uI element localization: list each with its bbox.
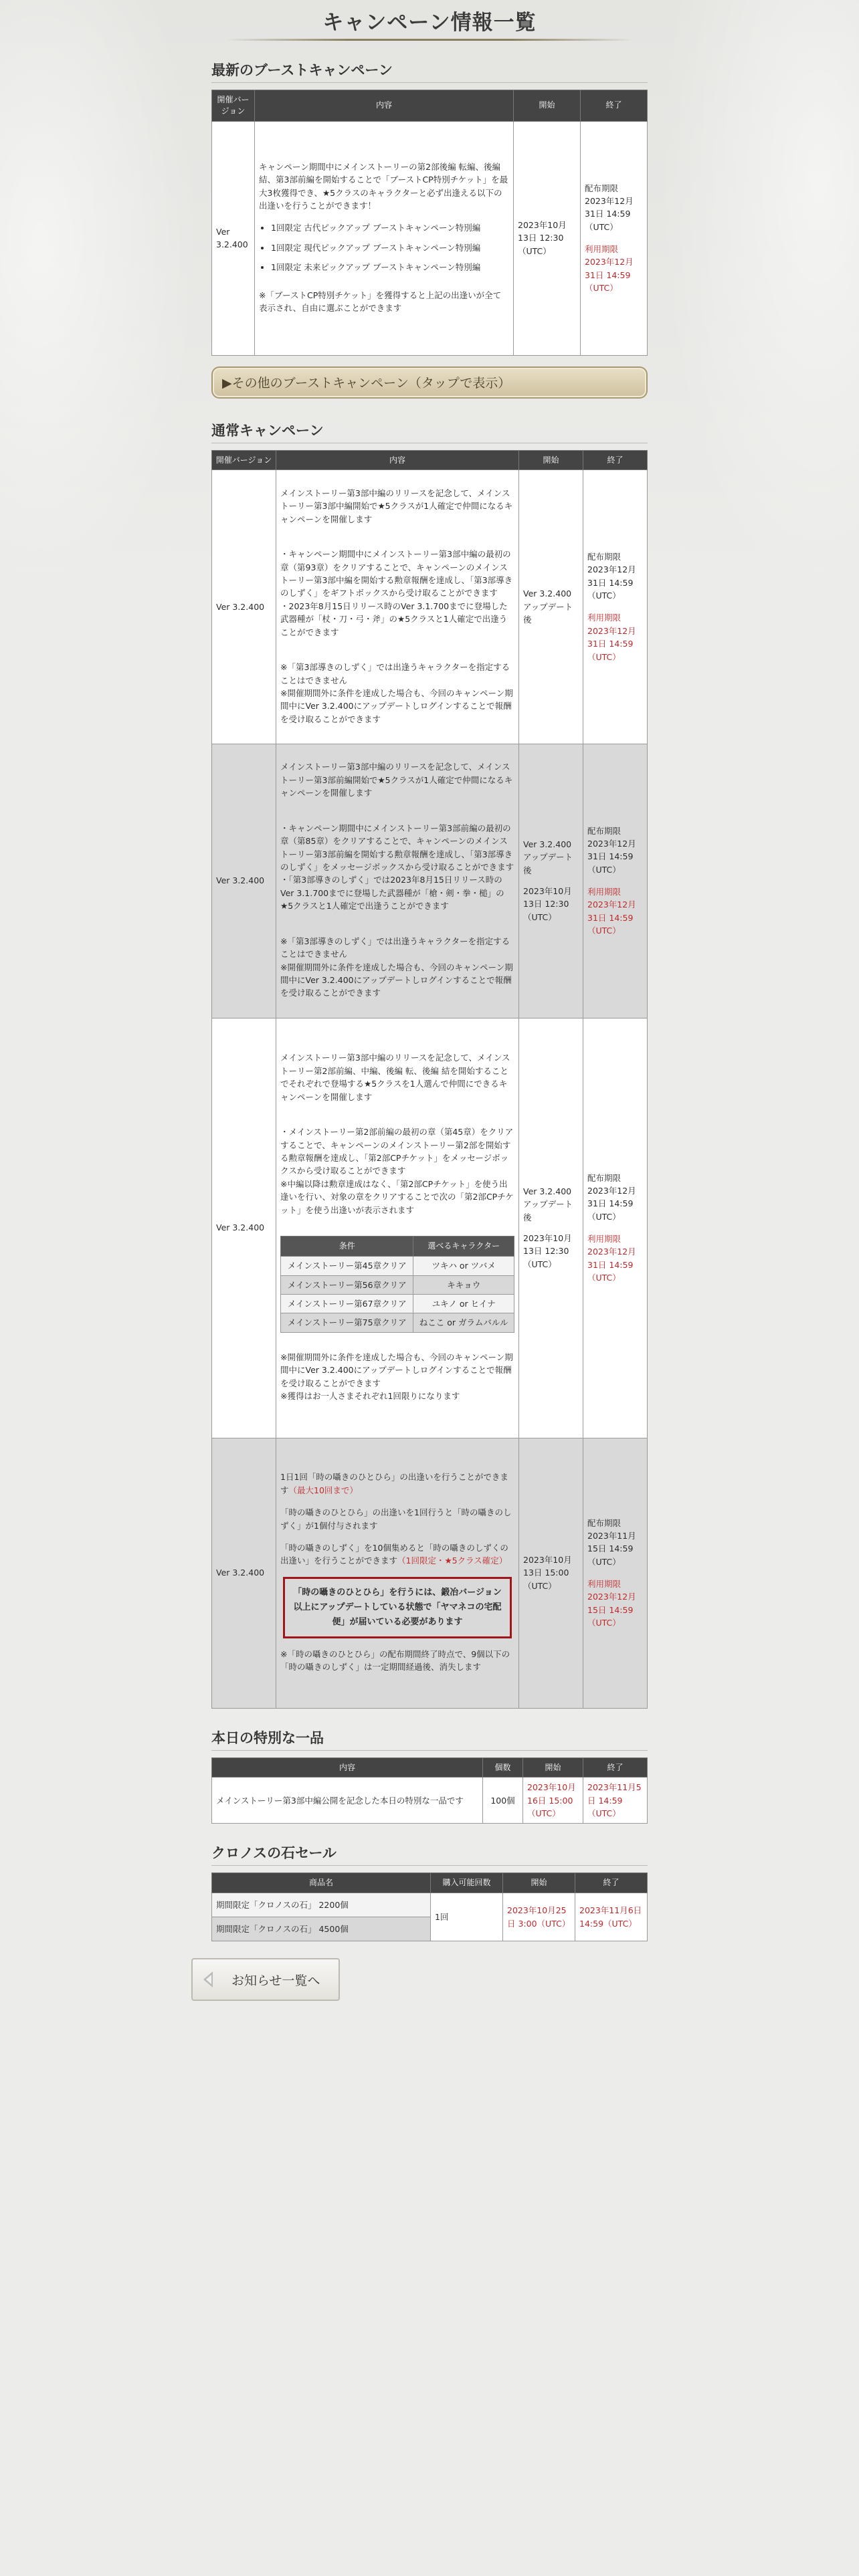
character-cell: ねここ or ガラムバルル — [413, 1313, 514, 1332]
col-product: 商品名 — [212, 1873, 431, 1893]
character-cell: ツキハ or ツバメ — [413, 1257, 514, 1275]
product-cell: 期間限定「クロノスの石」 2200個 — [212, 1893, 431, 1917]
col-limit: 購入可能回数 — [431, 1873, 503, 1893]
col-content: 内容 — [255, 90, 514, 122]
col-start: 開始 — [519, 450, 583, 470]
special-heading: 本日の特別な一品 — [211, 1727, 648, 1751]
table-row — [281, 1275, 514, 1294]
col-version: 開催バージョン — [212, 90, 255, 122]
version-cell: Ver 3.2.400 — [212, 470, 276, 744]
col-start: 開始 — [503, 1873, 575, 1893]
table-row — [212, 744, 648, 1018]
content-cell — [276, 1018, 519, 1438]
paragraph: メインストーリー第3部中編のリリースを記念して、メインストーリー第3部中編開始で★5クラスが1人確定で仲間になるキャンペーンを開催します — [280, 488, 513, 524]
main-content — [211, 0, 648, 1941]
condition-cell: メインストーリー第56章クリア — [281, 1275, 413, 1294]
col-content: 内容 — [212, 1757, 483, 1778]
dist-date: 2023年12月31日 14:59（UTC） — [587, 564, 636, 601]
paragraph: ・メインストーリー第2部前編の最初の章（第45章）をクリアすることで、キャンペーンのメインストーリー第2部を開始する勲章報酬を達成し、「第2部CPチケット」をメッセージボックスから受け取ることができます ※中編以降は勲章達成はなく、「第2部CPチケット」を使う出逢いを行い、対象の章をクリアすることで次の「第2部CPチケット」を使う出逢いが表示されます — [280, 1127, 514, 1215]
col-end: 終了 — [575, 1873, 648, 1893]
text: 1日1回「時の囁きのひとひら」の出逢いを行うことができます — [280, 1472, 508, 1495]
table-row — [281, 1257, 514, 1275]
start-cell: 2023年10月13日 12:30（UTC） — [514, 121, 581, 355]
content-cell — [255, 121, 514, 355]
list-item: • 1回限定 未来ピックアップ ブーストキャンペーン特別編 — [271, 261, 509, 274]
col-version: 開催バージョン — [212, 450, 276, 470]
title-divider — [225, 39, 634, 41]
start-text: Ver 3.2.400アップデート後 — [523, 1186, 573, 1222]
version-cell: Ver 3.2.400 — [212, 1438, 276, 1708]
paragraph: ・キャンペーン期間中にメインストーリー第3部前編の最初の章（第85章）をクリアすることで、キャンペーンのメインストーリー第3部前編を開始する勲章報酬を達成し、「第3部導きのしずく」をメッセージボックスから受け取ることができます ・「第3部導きのしずく」では2023年8月15日リリース時のVer 3.1.700までに登場した武器種が「槍・剣・拳・槌」の★5クラスと1人確定で出逢うことができます — [280, 823, 514, 911]
version-cell: Ver 3.2.400 — [212, 744, 276, 1018]
use-date: 2023年12月31日 14:59（UTC） — [587, 625, 636, 662]
end-cell — [583, 1018, 648, 1438]
back-to-news-button[interactable] — [191, 1958, 340, 2001]
col-start: 開始 — [514, 90, 581, 122]
version-cell: Ver 3.2.400 — [212, 121, 255, 355]
use-date: 2023年12月31日 14:59（UTC） — [587, 1247, 636, 1283]
table-row — [281, 1294, 514, 1313]
table-row — [212, 121, 648, 355]
paragraph: ※「第3部導きのしずく」では出逢うキャラクターを指定することはできません ※開催期間外に条件を達成した場合も、今回のキャンペーン期間中にVer 3.2.400にアップデートしログインすることで報酬を受け取ることができます — [280, 936, 513, 998]
normal-heading: 通常キャンペーン — [211, 420, 648, 443]
back-button-label: お知らせ一覧へ — [231, 1973, 320, 1988]
use-date: 2023年12月31日 14:59（UTC） — [585, 257, 634, 294]
start-text: Ver 3.2.400アップデート後 — [523, 839, 573, 875]
limit-cell: 1回 — [431, 1893, 503, 1941]
paragraph: メインストーリー第3部中編のリリースを記念して、メインストーリー第3部前編開始で★5クラスが1人確定で仲間になるキャンペーンを開催します — [280, 762, 513, 798]
end-cell: 2023年11月6日 14:59（UTC） — [575, 1893, 648, 1941]
notice-box: 「時の囁きのひとひら」を行うには、鍛冶バージョン以上にアップデートしている状態で「ヤマネコの宅配便」が届いている必要があります — [283, 1577, 512, 1638]
content-cell: メインストーリー第3部中編公開を記念した本日の特別な一品です — [212, 1778, 483, 1824]
content-cell — [276, 1438, 519, 1708]
use-label: 利用期限 — [585, 244, 619, 255]
start-cell: 2023年10月16日 15:00（UTC） — [523, 1778, 583, 1824]
paragraph — [280, 1471, 514, 1497]
start-cell — [519, 1018, 583, 1438]
content-cell — [276, 744, 519, 1018]
list-item: • 1回限定 古代ピックアップ ブーストキャンペーン特別編 — [271, 221, 509, 234]
list-item: • 1回限定 現代ピックアップ ブーストキャンペーン特別編 — [271, 241, 509, 254]
table-row — [212, 470, 648, 744]
character-cell: ユキノ or ヒイナ — [413, 1294, 514, 1313]
end-cell — [583, 470, 648, 744]
dist-label: 配布期限 — [587, 1517, 622, 1528]
col-count: 個数 — [483, 1757, 523, 1778]
table-row — [212, 1018, 648, 1438]
dist-label: 配布期限 — [587, 551, 622, 562]
table-row — [212, 1778, 648, 1824]
end-cell — [583, 744, 648, 1018]
paragraph: ・キャンペーン期間中にメインストーリー第3部中編の最初の章（第93章）をクリアすることで、キャンペーンのメインストーリー第3部中編を開始する勲章報酬を達成し、「第3部導きのしずく」をギフトボックスから受け取ることができます ・2023年8月15日リリース時のVer 3.1.700までに登場した武器種が「杖・刀・弓・斧」の★5クラスと1人確定で出逢うことができます — [280, 549, 513, 637]
use-label: 利用期限 — [587, 1579, 622, 1590]
col-condition: 条件 — [281, 1237, 413, 1257]
use-label: 利用期限 — [587, 613, 622, 623]
condition-cell: メインストーリー第67章クリア — [281, 1294, 413, 1313]
product-cell: 期間限定「クロノスの石」 4500個 — [212, 1917, 431, 1941]
paragraph: ※「時の囁きのひとひら」の配布期間終了時点で、9個以下の「時の囁きのしずく」は一定期間経過後、消失します — [280, 1648, 510, 1673]
paragraph: 「時の囁きのひとひら」の出逢いを1回行うと「時の囁きのしずく」が1個付与されます — [280, 1507, 512, 1531]
end-cell — [581, 121, 648, 355]
use-date: 2023年12月15日 14:59（UTC） — [587, 1592, 636, 1628]
col-end: 終了 — [583, 450, 648, 470]
use-label: 利用期限 — [587, 1234, 622, 1245]
paragraph: メインストーリー第3部中編のリリースを記念して、メインストーリー第2部前編、中編、後編 転、後編 結を開始することでそれぞれで登場する★5クラスを1人選んで仲間にできるキャンペーンを開催します — [280, 1053, 510, 1102]
start-cell: Ver 3.2.400アップデート後 — [519, 470, 583, 744]
start-cell: 2023年10月25日 3:00（UTC） — [503, 1893, 575, 1941]
start-date: 2023年10月13日 12:30（UTC） — [523, 886, 572, 922]
other-boost-toggle[interactable]: ▶その他のブーストキャンペーン（タップで表示） — [211, 366, 648, 399]
condition-cell: メインストーリー第75章クリア — [281, 1313, 413, 1332]
col-end: 終了 — [581, 90, 648, 122]
dist-label: 配布期限 — [587, 825, 622, 836]
end-cell: 2023年11月5日 14:59（UTC） — [583, 1778, 648, 1824]
dist-date: 2023年11月15日 14:59（UTC） — [587, 1530, 636, 1567]
col-character: 選べるキャラクター — [413, 1237, 514, 1257]
table-row — [212, 1893, 648, 1917]
boost-heading: 最新のブーストキャンペーン — [211, 60, 648, 83]
dist-label: 配布期限 — [587, 1172, 622, 1183]
end-cell — [583, 1438, 648, 1708]
dist-date: 2023年12月31日 14:59（UTC） — [585, 195, 634, 232]
dist-date: 2023年12月31日 14:59（UTC） — [587, 838, 636, 875]
back-arrow-icon — [201, 1966, 218, 1993]
start-cell — [519, 744, 583, 1018]
dist-date: 2023年12月31日 14:59（UTC） — [587, 1185, 636, 1222]
page-title: キャンペーン情報一覧 — [322, 11, 537, 35]
text: 「時の囁きのしずく」を10個集めると「時の囁きのしずくの出逢い」を行うことができます — [280, 1542, 508, 1566]
start-cell: 2023年10月13日 15:00（UTC） — [519, 1438, 583, 1708]
version-cell: Ver 3.2.400 — [212, 1018, 276, 1438]
condition-cell: メインストーリー第45章クリア — [281, 1257, 413, 1275]
start-date: 2023年10月13日 12:30（UTC） — [523, 1233, 572, 1269]
boost-table — [211, 90, 648, 356]
col-content: 内容 — [276, 450, 519, 470]
table-row — [212, 1438, 648, 1708]
chronos-heading: クロノスの石セール — [211, 1842, 648, 1866]
use-date: 2023年12月31日 14:59（UTC） — [587, 899, 636, 936]
boost-note: ※「ブーストCP特別チケット」を獲得すると上記の出逢いが全て表示され、自由に選ぶことができます — [259, 290, 502, 313]
chronos-table — [211, 1872, 648, 1941]
paragraph: ※「第3部導きのしずく」では出逢うキャラクターを指定することはできません ※開催期間外に条件を達成した場合も、今回のキャンペーン期間中にVer 3.2.400にアップデートしログインすることで報酬を受け取ることができます — [280, 662, 513, 724]
use-label: 利用期限 — [587, 887, 622, 897]
highlight-text: （1回限定・★5クラス確定） — [397, 1555, 508, 1566]
count-cell: 100個 — [483, 1778, 523, 1824]
table-row — [281, 1313, 514, 1332]
col-end: 終了 — [583, 1757, 648, 1778]
content-cell — [276, 470, 519, 744]
paragraph: ※開催期間外に条件を達成した場合も、今回のキャンペーン期間中にVer 3.2.400にアップデートしログインすることで報酬を受け取ることができます ※獲得はお一人さまそれぞれ1回限りになります — [280, 1352, 513, 1402]
normal-table — [211, 450, 648, 1709]
character-cell: キキョウ — [413, 1275, 514, 1294]
character-table — [280, 1236, 514, 1332]
boost-list — [271, 221, 509, 274]
paragraph — [280, 1541, 514, 1568]
dist-label: 配布期限 — [585, 183, 619, 193]
highlight-text: （最大10回まで） — [288, 1485, 358, 1495]
boost-intro: キャンペーン期間中にメインストーリーの第2部後編 転編、後編 結、第3部前編を開始することで「ブーストCP特別チケット」を最大3枚獲得でき、★5クラスのキャラクターと必ず出逢える以下の出逢いを行うことができます！ — [259, 161, 508, 211]
col-start: 開始 — [523, 1757, 583, 1778]
special-table — [211, 1757, 648, 1824]
